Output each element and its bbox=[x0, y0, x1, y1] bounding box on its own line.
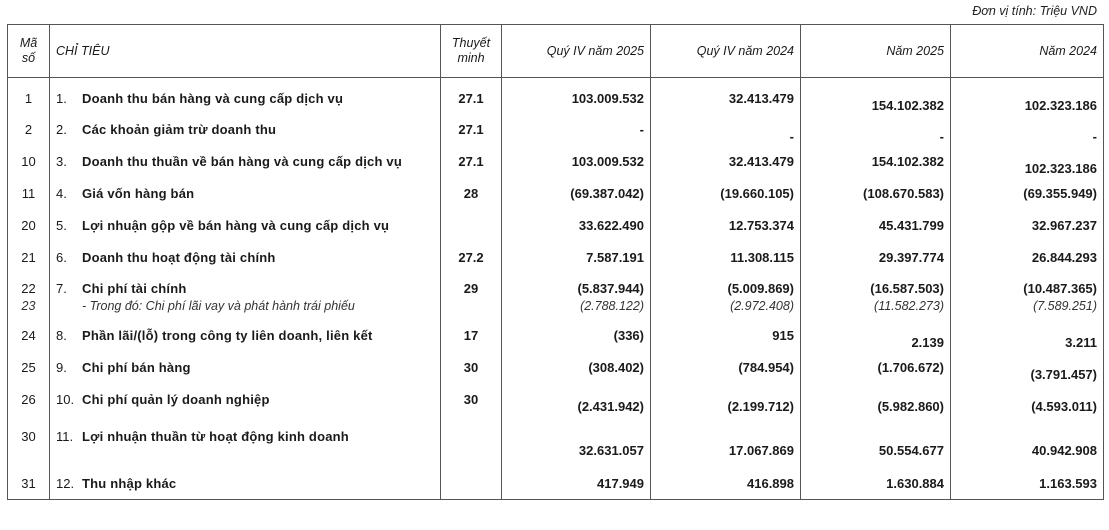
row-q4-2024: 416.898 bbox=[651, 467, 801, 499]
row-item bbox=[50, 209, 441, 241]
row-note: 29 bbox=[441, 273, 502, 319]
row-label: Giá vốn hàng bán bbox=[82, 186, 195, 201]
row-q4-2025 bbox=[502, 273, 651, 319]
table-row bbox=[8, 78, 1104, 114]
row-year-2024-value: 3.211 bbox=[1065, 335, 1097, 350]
row-note bbox=[441, 421, 502, 467]
row-q4-2024: (19.660.105) bbox=[651, 177, 801, 209]
row-index: 12. bbox=[56, 476, 75, 491]
row-note: 27.1 bbox=[441, 78, 502, 114]
row-q4-2025 bbox=[502, 383, 651, 421]
row-q4-2024-sub: (2.972.408) bbox=[730, 299, 794, 313]
row-q4-2025: 7.587.191 bbox=[502, 241, 651, 273]
row-year-2024 bbox=[951, 421, 1104, 467]
header-q4-2024: Quý IV năm 2024 bbox=[651, 25, 801, 78]
row-code: 20 bbox=[8, 209, 50, 241]
row-code: 30 bbox=[8, 421, 50, 467]
row-year-2025: 1.630.884 bbox=[801, 467, 951, 499]
header-row bbox=[8, 25, 1104, 78]
row-year-2025 bbox=[801, 421, 951, 467]
row-code: 25 bbox=[8, 351, 50, 383]
row-code: 26 bbox=[8, 383, 50, 421]
row-year-2024: 26.844.293 bbox=[951, 241, 1104, 273]
row-index: 4. bbox=[56, 186, 67, 201]
row-sub-label: - Trong đó: Chi phí lãi vay và phát hành trái phiếu bbox=[82, 299, 355, 313]
row-index: 1. bbox=[56, 91, 67, 106]
header-note-line2: minh bbox=[457, 51, 485, 65]
row-item bbox=[50, 177, 441, 209]
row-index: 7. bbox=[56, 281, 67, 296]
row-item bbox=[50, 319, 441, 351]
row-note: 27.2 bbox=[441, 241, 502, 273]
row-q4-2024-main: (5.009.869) bbox=[727, 281, 794, 296]
row-label: Lợi nhuận thuần từ hoạt động kinh doanh bbox=[82, 429, 349, 444]
row-year-2024 bbox=[951, 78, 1104, 114]
row-q4-2025-value: (2.431.942) bbox=[577, 399, 644, 414]
row-year-2024-value: 102.323.186 bbox=[1024, 98, 1097, 113]
header-item: CHỈ TIÊU bbox=[50, 25, 441, 78]
row-q4-2025: (69.387.042) bbox=[502, 177, 651, 209]
row-year-2024-main: (10.487.365) bbox=[1023, 281, 1097, 296]
row-q4-2025: (336) bbox=[502, 319, 651, 351]
row-note: 27.1 bbox=[441, 145, 502, 177]
row-year-2025: 29.397.774 bbox=[801, 241, 951, 273]
row-code: 10 bbox=[8, 145, 50, 177]
row-item bbox=[50, 145, 441, 177]
row-q4-2024: (784.954) bbox=[651, 351, 801, 383]
row-year-2024-value: (3.791.457) bbox=[1030, 367, 1097, 382]
row-q4-2024-value: - bbox=[789, 129, 794, 144]
row-year-2025-value: - bbox=[939, 129, 944, 144]
row-year-2024 bbox=[951, 145, 1104, 177]
row-code: 24 bbox=[8, 319, 50, 351]
row-index: 11. bbox=[56, 429, 74, 444]
row-note: 30 bbox=[441, 383, 502, 421]
row-year-2025 bbox=[801, 383, 951, 421]
row-label: Thu nhập khác bbox=[82, 476, 177, 491]
row-label: Doanh thu hoạt động tài chính bbox=[82, 250, 276, 265]
row-note bbox=[441, 467, 502, 499]
row-year-2025-sub: (11.582.273) bbox=[874, 299, 944, 313]
row-item bbox=[50, 113, 441, 145]
row-index: 3. bbox=[56, 154, 67, 169]
row-year-2025-value: (5.982.860) bbox=[877, 399, 944, 414]
header-year-2024: Năm 2024 bbox=[951, 25, 1104, 78]
row-q4-2025: 33.622.490 bbox=[502, 209, 651, 241]
row-q4-2024 bbox=[651, 421, 801, 467]
row-q4-2025-value: 32.631.057 bbox=[578, 443, 644, 458]
income-statement-table bbox=[7, 24, 1104, 500]
row-item bbox=[50, 273, 441, 319]
row-year-2025 bbox=[801, 273, 951, 319]
row-label: Các khoản giảm trừ doanh thu bbox=[82, 122, 277, 137]
table-row bbox=[8, 145, 1104, 177]
row-index: 5. bbox=[56, 218, 67, 233]
row-item bbox=[50, 383, 441, 421]
row-label: Chi phí bán hàng bbox=[82, 360, 191, 375]
row-q4-2025-main: (5.837.944) bbox=[577, 281, 644, 296]
row-year-2025-value: 2.139 bbox=[911, 335, 944, 350]
row-index: 10. bbox=[56, 392, 75, 407]
row-item bbox=[50, 467, 441, 499]
row-year-2025 bbox=[801, 319, 951, 351]
row-year-2024-sub: (7.589.251) bbox=[1033, 299, 1097, 313]
row-code: 31 bbox=[8, 467, 50, 499]
row-q4-2024 bbox=[651, 113, 801, 145]
row-year-2024: 1.163.593 bbox=[951, 467, 1104, 499]
table-row bbox=[8, 383, 1104, 421]
row-q4-2025-sub: (2.788.122) bbox=[580, 299, 644, 313]
row-q4-2024 bbox=[651, 273, 801, 319]
row-code: 21 bbox=[8, 241, 50, 273]
row-year-2025: (1.706.672) bbox=[801, 351, 951, 383]
row-year-2024 bbox=[951, 351, 1104, 383]
row-label: Chi phí quản lý doanh nghiệp bbox=[82, 392, 270, 407]
row-q4-2024: 32.413.479 bbox=[651, 145, 801, 177]
row-q4-2025: 103.009.532 bbox=[502, 145, 651, 177]
row-item bbox=[50, 241, 441, 273]
row-year-2025-value: 50.554.677 bbox=[878, 443, 944, 458]
row-year-2024: (69.355.949) bbox=[951, 177, 1104, 209]
row-year-2025 bbox=[801, 78, 951, 114]
header-q4-2025: Quý IV năm 2025 bbox=[502, 25, 651, 78]
row-note bbox=[441, 209, 502, 241]
row-label: Doanh thu bán hàng và cung cấp dịch vụ bbox=[82, 91, 344, 106]
row-year-2024-value: 102.323.186 bbox=[1024, 161, 1097, 176]
row-year-2025: (108.670.583) bbox=[801, 177, 951, 209]
row-label: Phần lãi/(lỗ) trong công ty liên doanh, liên kết bbox=[82, 328, 373, 343]
row-label: Lợi nhuận gộp về bán hàng và cung cấp dịch vụ bbox=[82, 218, 390, 233]
table-row bbox=[8, 209, 1104, 241]
row-year-2024-value: 40.942.908 bbox=[1031, 443, 1097, 458]
row-code-sub: 23 bbox=[21, 299, 36, 313]
row-year-2024-value: - bbox=[1092, 129, 1097, 144]
row-year-2024 bbox=[951, 113, 1104, 145]
row-code: 2 bbox=[8, 113, 50, 145]
row-item bbox=[50, 351, 441, 383]
table-row bbox=[8, 351, 1104, 383]
row-note: 28 bbox=[441, 177, 502, 209]
row-q4-2024: 32.413.479 bbox=[651, 78, 801, 114]
row-index: 6. bbox=[56, 250, 67, 265]
row-q4-2025: (308.402) bbox=[502, 351, 651, 383]
header-note bbox=[441, 25, 502, 78]
row-q4-2024: 915 bbox=[651, 319, 801, 351]
row-q4-2024-value: (2.199.712) bbox=[727, 399, 794, 414]
row-year-2025: 45.431.799 bbox=[801, 209, 951, 241]
table-row bbox=[8, 177, 1104, 209]
row-item bbox=[50, 421, 441, 467]
row-label: Chi phí tài chính bbox=[82, 281, 187, 296]
row-item bbox=[50, 78, 441, 114]
row-year-2024 bbox=[951, 319, 1104, 351]
row-year-2024 bbox=[951, 383, 1104, 421]
row-year-2025-main: (16.587.503) bbox=[870, 281, 944, 296]
row-index: 2. bbox=[56, 122, 67, 137]
header-code bbox=[8, 25, 50, 78]
table-row bbox=[8, 467, 1104, 499]
table-row bbox=[8, 113, 1104, 145]
row-note: 30 bbox=[441, 351, 502, 383]
row-q4-2024: 11.308.115 bbox=[651, 241, 801, 273]
row-code: 1 bbox=[8, 78, 50, 114]
row-year-2025 bbox=[801, 113, 951, 145]
table-row bbox=[8, 421, 1104, 467]
row-q4-2024: 12.753.374 bbox=[651, 209, 801, 241]
row-q4-2025: 103.009.532 bbox=[502, 78, 651, 114]
row-q4-2025 bbox=[502, 421, 651, 467]
table-row bbox=[8, 319, 1104, 351]
header-code-line1: Mã bbox=[19, 36, 38, 50]
row-code bbox=[8, 273, 50, 319]
row-label: Doanh thu thuần về bán hàng và cung cấp dịch vụ bbox=[82, 154, 402, 169]
row-index: 9. bbox=[56, 360, 67, 375]
row-code: 11 bbox=[8, 177, 50, 209]
unit-note: Đơn vị tính: Triệu VND bbox=[972, 4, 1097, 18]
header-code-line2: số bbox=[21, 51, 36, 65]
row-year-2025: 154.102.382 bbox=[801, 145, 951, 177]
row-year-2025-value: 154.102.382 bbox=[871, 98, 944, 113]
row-note: 17 bbox=[441, 319, 502, 351]
row-note: 27.1 bbox=[441, 113, 502, 145]
row-q4-2025: - bbox=[502, 113, 651, 145]
row-year-2024 bbox=[951, 273, 1104, 319]
row-year-2024-value: (4.593.011) bbox=[1031, 399, 1097, 414]
row-q4-2024-value: 17.067.869 bbox=[728, 443, 794, 458]
row-q4-2024 bbox=[651, 383, 801, 421]
row-code-main: 22 bbox=[21, 281, 36, 296]
row-index: 8. bbox=[56, 328, 67, 343]
table-row bbox=[8, 241, 1104, 273]
header-year-2025: Năm 2025 bbox=[801, 25, 951, 78]
row-q4-2025: 417.949 bbox=[502, 467, 651, 499]
header-note-line1: Thuyết bbox=[451, 36, 491, 50]
row-year-2024: 32.967.237 bbox=[951, 209, 1104, 241]
table-row bbox=[8, 273, 1104, 319]
